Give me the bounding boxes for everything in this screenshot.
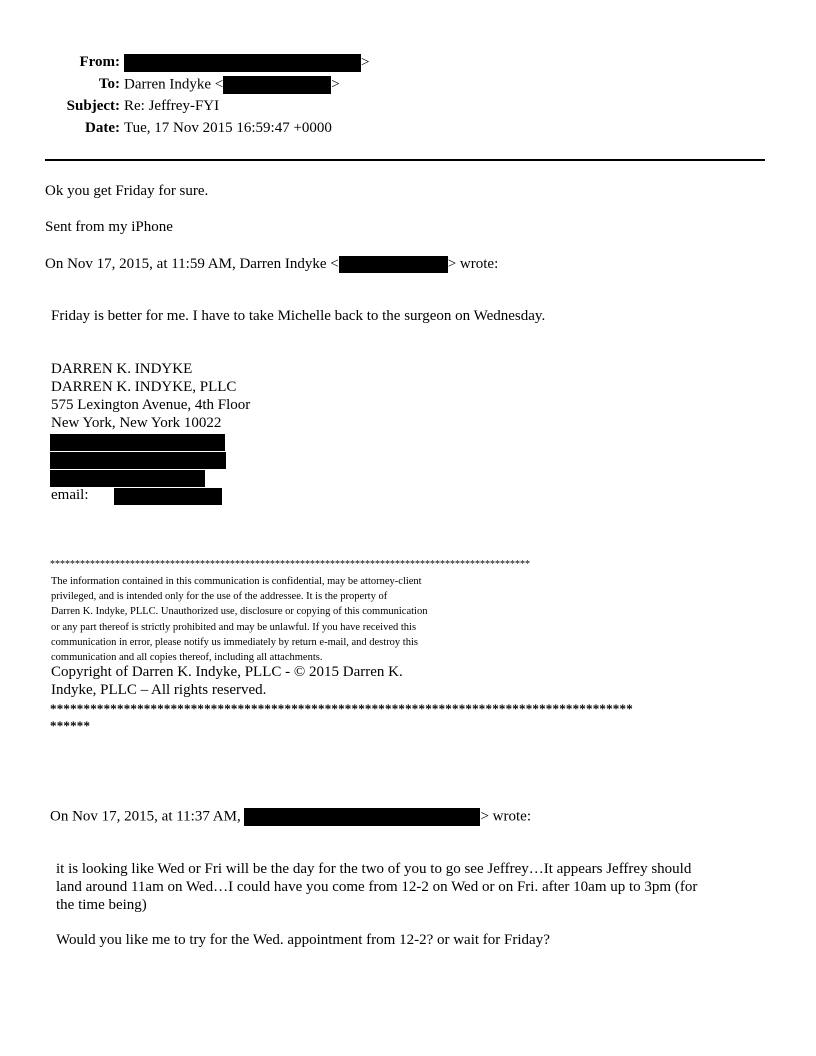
redaction-bar xyxy=(223,76,331,94)
to-suffix: > xyxy=(331,76,340,93)
redaction-bar xyxy=(114,487,222,505)
from-suffix: > xyxy=(361,54,370,71)
disclaimer-line: The information contained in this communication is confidential, may be attorney-client xyxy=(51,576,422,587)
quote-header-suffix: > wrote: xyxy=(447,256,499,272)
disclaimer-line: privileged, and is intended only for the use of the addressee. It is the property of xyxy=(51,591,388,603)
quoted-message-2-question: Would you like me to try for the Wed. appointment from 12-2? or wait for Friday? xyxy=(56,932,550,948)
redaction-bar xyxy=(50,469,205,487)
disclaimer-line: Darren K. Indyke, PLLC. Unauthorized use, disclosure or copying of this communication xyxy=(51,606,428,618)
redaction-bar xyxy=(244,808,480,826)
disclaimer-stars-bottom: *************************************************************************************** xyxy=(50,701,633,716)
redaction-bar xyxy=(339,256,448,273)
disclaimer-stars-top: ************************************************************************************************ xyxy=(50,559,530,570)
from-label: From: xyxy=(79,54,120,70)
disclaimer-line: communication and all copies thereof, including all attachments. xyxy=(51,652,323,664)
date-value: Tue, 17 Nov 2015 16:59:47 +0000 xyxy=(124,120,332,136)
message-line: Ok you get Friday for sure. xyxy=(45,183,209,199)
signature-firm: DARREN K. INDYKE, PLLC xyxy=(51,379,237,395)
quote-header-2-prefix: On Nov 17, 2015, at 11:37 AM, xyxy=(50,808,241,825)
quote-header xyxy=(45,256,498,273)
date-label: Date: xyxy=(85,120,120,136)
copyright-line2: Indyke, PLLC – All rights reserved. xyxy=(51,682,267,698)
from-value xyxy=(124,54,369,72)
disclaimer-line: communication in error, please notify us immediately by return e-mail, and destroy this xyxy=(51,636,418,648)
signature-address1: 575 Lexington Avenue, 4th Floor xyxy=(51,397,251,413)
copyright-line1: Copyright of Darren K. Indyke, PLLC - © 2015 Darren K. xyxy=(51,664,403,680)
message-line: it is looking like Wed or Fri will be the day for the two of you to go see Jeffrey…It appears Jeffrey should xyxy=(56,861,692,877)
quote-header-prefix: On Nov 17, 2015, at 11:59 AM, Darren Indyke < xyxy=(45,256,339,272)
quoted-message-2 xyxy=(56,860,697,914)
to-name: Darren Indyke < xyxy=(124,76,224,93)
quoted-message: Friday is better for me. I have to take Michelle back to the surgeon on Wednesday. xyxy=(51,308,546,324)
header-divider xyxy=(45,159,765,161)
disclaimer-stars-bottom-cont: ****** xyxy=(50,718,91,733)
redaction-bar xyxy=(124,54,361,72)
signature-address2: New York, New York 10022 xyxy=(51,415,222,431)
message-line: the time being) xyxy=(56,897,147,913)
quote-header-2-suffix: > wrote: xyxy=(480,808,531,825)
signature-name: DARREN K. INDYKE xyxy=(51,361,193,377)
subject-value: Re: Jeffrey-FYI xyxy=(124,98,220,114)
redaction-bar xyxy=(50,451,226,469)
quote-header-2 xyxy=(50,808,531,826)
redaction-bar xyxy=(50,433,225,451)
message-line: land around 11am on Wed…I could have you come from 12-2 on Wed or on Fri. after 10am up to 3pm (for xyxy=(56,879,698,895)
to-value xyxy=(124,76,340,94)
disclaimer-line: or any part thereof is strictly prohibited and may be unlawful. If you have received this xyxy=(51,621,417,633)
to-label: To: xyxy=(98,76,120,92)
signature-email-label: email: xyxy=(51,487,89,503)
subject-label: Subject: xyxy=(66,98,120,114)
disclaimer-text xyxy=(51,574,427,665)
signature-sent-from: Sent from my iPhone xyxy=(45,219,173,235)
